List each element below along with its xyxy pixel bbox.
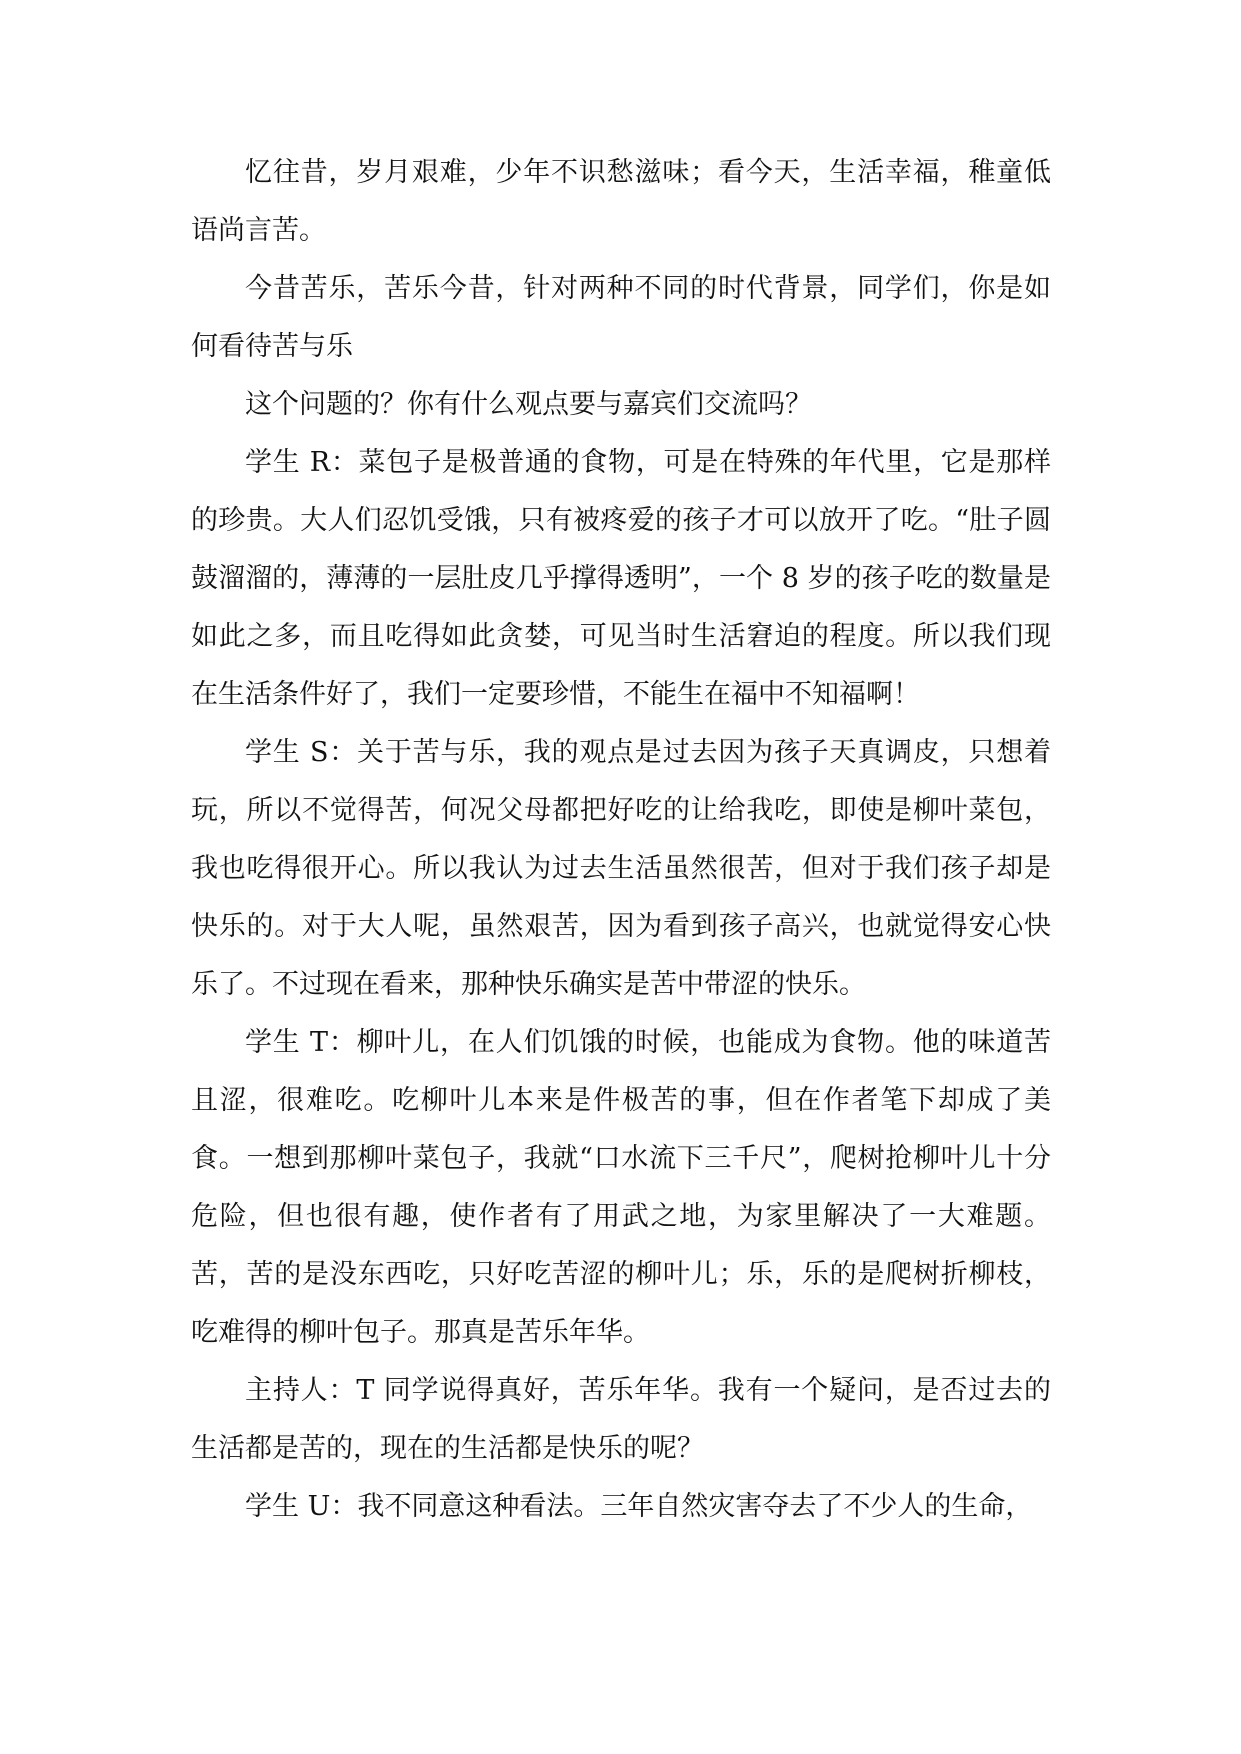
paragraph-student-t: 学生 T：柳叶儿，在人们饥饿的时候，也能成为食物。他的味道苦且涩，很难吃。吃柳叶儿本来是件极苦的事，但在作者笔下却成了美食。一想到那柳叶菜包子，我就“口水流下三千尺”，爬树抢柳叶儿十分危险，但也很有趣，使作者有了用武之地，为家里解决了一大难题。苦，苦的是没东西吃，只好吃苦涩的柳叶儿；乐，乐的是爬树折柳枝，吃难得的柳叶包子。那真是苦乐年华。 [191,1027,1051,1348]
paragraph-student-r: 学生 R：菜包子是极普通的食物，可是在特殊的年代里，它是那样的珍贵。大人们忍饥受饿，只有被疼爱的孩子才可以放开了吃。“肚子圆鼓溜溜的，薄薄的一层肚皮几乎撑得透明”，一个 8 岁的孩子吃的数量是如此之多，而且吃得如此贪婪，可见当时生活窘迫的程度。所以我们现在生活条件好了，我们一定要珍惜，不能生在福中不知福啊！ [191,447,1051,710]
paragraph-host: 主持人：T 同学说得真好，苦乐年华。我有一个疑问，是否过去的生活都是苦的，现在的生活都是快乐的呢？ [191,1375,1051,1464]
paragraph-question: 今昔苦乐，苦乐今昔，针对两种不同的时代背景，同学们，你是如何看待苦与乐 [191,273,1051,362]
paragraph-question-continued: 这个问题的？你有什么观点要与嘉宾们交流吗？ [245,389,812,420]
paragraph-student-s: 学生 S：关于苦与乐，我的观点是过去因为孩子天真调皮，只想着玩，所以不觉得苦，何况父母都把好吃的让给我吃，即使是柳叶菜包，我也吃得很开心。所以我认为过去生活虽然很苦，但对于我们孩子却是快乐的。对于大人呢，虽然艰苦，因为看到孩子高兴，也就觉得安心快乐了。不过现在看来，那种快乐确实是苦中带涩的快乐。 [191,737,1051,1000]
paragraph-intro: 忆往昔，岁月艰难，少年不识愁滋味；看今天，生活幸福，稚童低语尚言苦。 [191,157,1051,246]
paragraph-student-u: 学生 U：我不同意这种看法。三年自然灾害夺去了不少人的生命， [245,1491,1033,1522]
document-body [191,144,1051,1536]
